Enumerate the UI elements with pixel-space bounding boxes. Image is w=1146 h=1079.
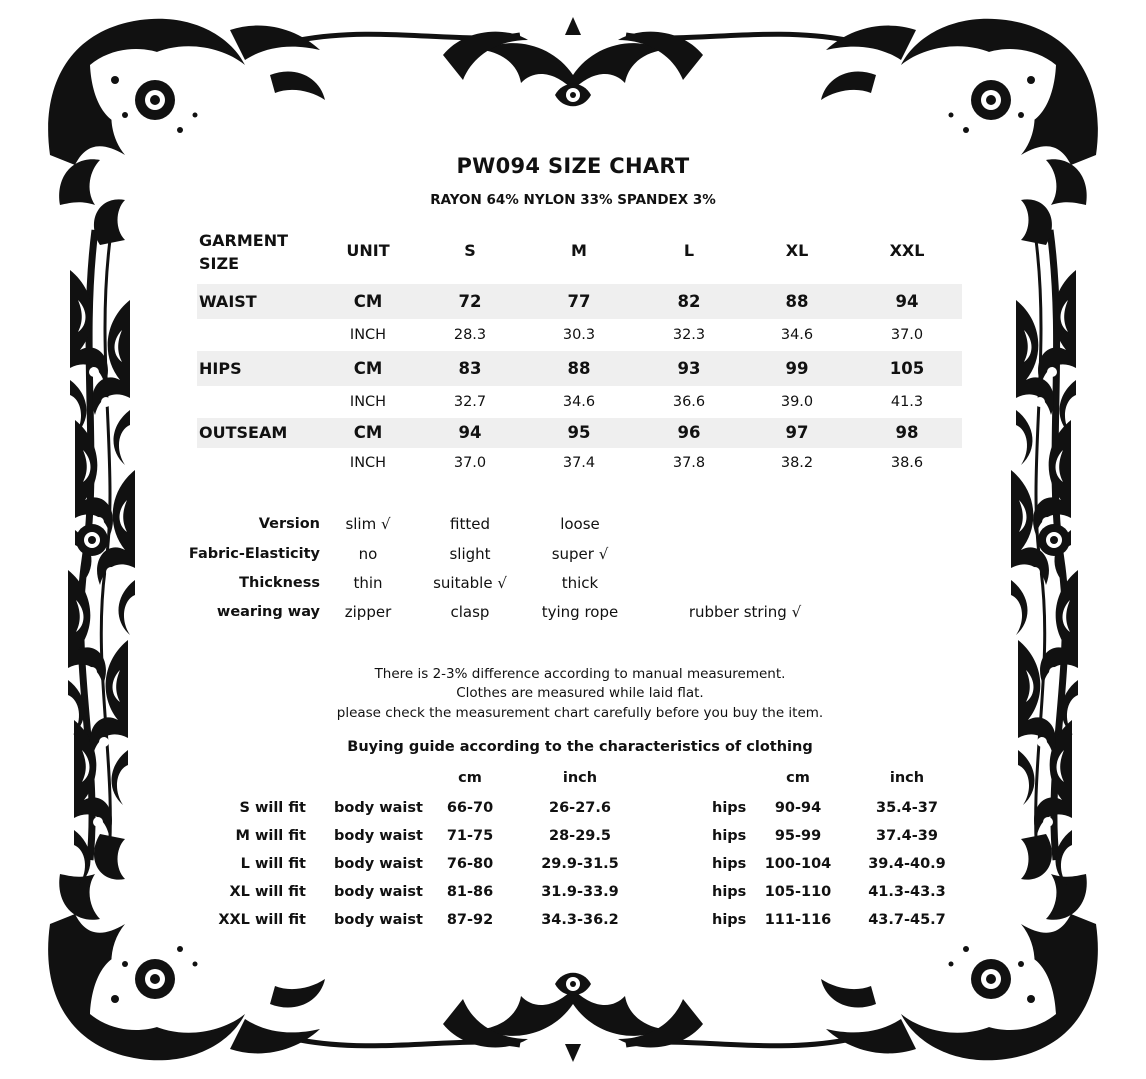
garment-size-header <box>199 229 288 275</box>
waist-cm-xxl: 94 <box>895 292 919 311</box>
waist-cm-m: 77 <box>567 292 591 311</box>
attr-option: zipper <box>344 603 392 621</box>
outseam-cm-m: 95 <box>567 423 591 442</box>
size-header-m: M <box>571 241 587 260</box>
attr-option: tying rope <box>541 603 619 621</box>
hips-cm-s: 83 <box>458 359 482 378</box>
size-header-xxl: XXL <box>889 241 925 260</box>
measure-label-waist: WAIST <box>199 292 257 311</box>
waist-inch-xl: 34.6 <box>780 327 814 343</box>
note-line: Clothes are measured while laid flat. <box>456 685 704 701</box>
guide-waist-inch: 28-29.5 <box>549 828 611 844</box>
attr-option: clasp <box>450 603 490 621</box>
guide-waist-label: body waist <box>334 856 423 872</box>
attr-label-wearing-way: wearing way <box>216 604 320 620</box>
guide-waist-cm: 71-75 <box>446 828 494 844</box>
unit-inch: INCH <box>349 394 387 410</box>
guide-hips-inch: 41.3-43.3 <box>868 884 946 900</box>
guide-unit-header: cm <box>786 770 810 786</box>
fabric-composition: RAYON 64% NYLON 33% SPANDEX 3% <box>430 192 716 208</box>
attr-option: super √ <box>551 545 609 563</box>
guide-waist-label: body waist <box>334 800 423 816</box>
unit-cm: CM <box>353 359 383 378</box>
guide-size: M will fit <box>235 828 306 844</box>
guide-hips-cm: 111-116 <box>764 912 832 928</box>
guide-unit-header: inch <box>562 770 598 786</box>
size-header-xl: XL <box>785 241 809 260</box>
waist-cm-s: 72 <box>458 292 482 311</box>
unit-cm: CM <box>353 423 383 442</box>
guide-waist-label: body waist <box>334 884 423 900</box>
guide-unit-header: inch <box>889 770 925 786</box>
attr-option: thin <box>353 574 383 592</box>
guide-waist-inch: 31.9-33.9 <box>541 884 619 900</box>
guide-waist-inch: 26-27.6 <box>549 800 611 816</box>
guide-waist-inch: 34.3-36.2 <box>541 912 619 928</box>
measure-label-hips: HIPS <box>199 359 242 378</box>
guide-hips-cm: 100-104 <box>764 856 832 872</box>
hips-inch-xl: 39.0 <box>780 394 814 410</box>
attr-label-thickness: Thickness <box>239 575 320 591</box>
buying-guide-title: Buying guide according to the characteristics of clothing <box>347 739 813 755</box>
attr-option: no <box>358 545 378 563</box>
waist-inch-s: 28.3 <box>453 327 487 343</box>
hips-inch-s: 32.7 <box>453 394 487 410</box>
attr-option: slight <box>449 545 491 563</box>
hips-inch-m: 34.6 <box>562 394 596 410</box>
outseam-inch-xxl: 38.6 <box>890 455 924 471</box>
waist-inch-xxl: 37.0 <box>890 327 924 343</box>
measure-label-outseam: OUTSEAM <box>199 423 288 442</box>
attr-option: loose <box>560 515 600 533</box>
waist-inch-l: 32.3 <box>672 327 706 343</box>
guide-hips-cm: 95-99 <box>774 828 822 844</box>
garment-label: GARMENT <box>199 231 288 250</box>
waist-cm-xl: 88 <box>785 292 809 311</box>
size-header-l: L <box>683 241 695 260</box>
hips-inch-l: 36.6 <box>672 394 706 410</box>
outseam-inch-m: 37.4 <box>562 455 596 471</box>
outseam-cm-xl: 97 <box>785 423 809 442</box>
unit-header: UNIT <box>346 241 390 260</box>
guide-hips-cm: 105-110 <box>764 884 832 900</box>
attr-option: slim √ <box>345 515 391 533</box>
guide-waist-cm: 81-86 <box>446 884 494 900</box>
unit-cm: CM <box>353 292 383 311</box>
page-title: PW094 SIZE CHART <box>456 154 690 178</box>
note-line: please check the measurement chart carefully before you buy the item. <box>336 705 824 721</box>
outseam-inch-l: 37.8 <box>672 455 706 471</box>
guide-size: XL will fit <box>229 884 306 900</box>
outseam-inch-xl: 38.2 <box>780 455 814 471</box>
guide-hips-inch: 39.4-40.9 <box>868 856 946 872</box>
outseam-cm-l: 96 <box>677 423 701 442</box>
hips-cm-m: 88 <box>567 359 591 378</box>
guide-size: S will fit <box>239 800 306 816</box>
guide-hips-inch: 37.4-39 <box>876 828 938 844</box>
outseam-cm-xxl: 98 <box>895 423 919 442</box>
attr-option: fitted <box>450 515 490 533</box>
attr-label-version: Version <box>258 516 320 532</box>
guide-hips-label: hips <box>712 884 747 900</box>
guide-hips-cm: 90-94 <box>774 800 822 816</box>
guide-waist-label: body waist <box>334 912 423 928</box>
guide-size: L will fit <box>240 856 306 872</box>
guide-hips-inch: 43.7-45.7 <box>868 912 946 928</box>
guide-size: XXL will fit <box>218 912 306 928</box>
attr-option: thick <box>561 574 599 592</box>
attr-option: rubber string √ <box>688 603 802 621</box>
attr-label-fabric-elasticity: Fabric-Elasticity <box>188 546 320 562</box>
waist-cm-l: 82 <box>677 292 701 311</box>
unit-inch: INCH <box>349 327 387 343</box>
attr-option: suitable √ <box>433 574 507 592</box>
guide-waist-cm: 87-92 <box>446 912 494 928</box>
guide-waist-label: body waist <box>334 828 423 844</box>
hips-cm-xl: 99 <box>785 359 809 378</box>
hips-inch-xxl: 41.3 <box>890 394 924 410</box>
size-label: SIZE <box>199 254 240 273</box>
hips-cm-xxl: 105 <box>889 359 925 378</box>
outseam-inch-s: 37.0 <box>453 455 487 471</box>
guide-hips-inch: 35.4-37 <box>876 800 938 816</box>
hips-cm-l: 93 <box>677 359 701 378</box>
size-header-s: S <box>464 241 476 260</box>
outseam-cm-s: 94 <box>458 423 482 442</box>
guide-hips-label: hips <box>712 912 747 928</box>
guide-unit-header: cm <box>458 770 482 786</box>
guide-waist-cm: 66-70 <box>446 800 494 816</box>
guide-waist-cm: 76-80 <box>446 856 494 872</box>
waist-inch-m: 30.3 <box>562 327 596 343</box>
guide-hips-label: hips <box>712 856 747 872</box>
guide-hips-label: hips <box>712 828 747 844</box>
guide-waist-inch: 29.9-31.5 <box>541 856 619 872</box>
unit-inch: INCH <box>349 455 387 471</box>
guide-hips-label: hips <box>712 800 747 816</box>
note-line: There is 2-3% difference according to manual measurement. <box>374 666 786 682</box>
